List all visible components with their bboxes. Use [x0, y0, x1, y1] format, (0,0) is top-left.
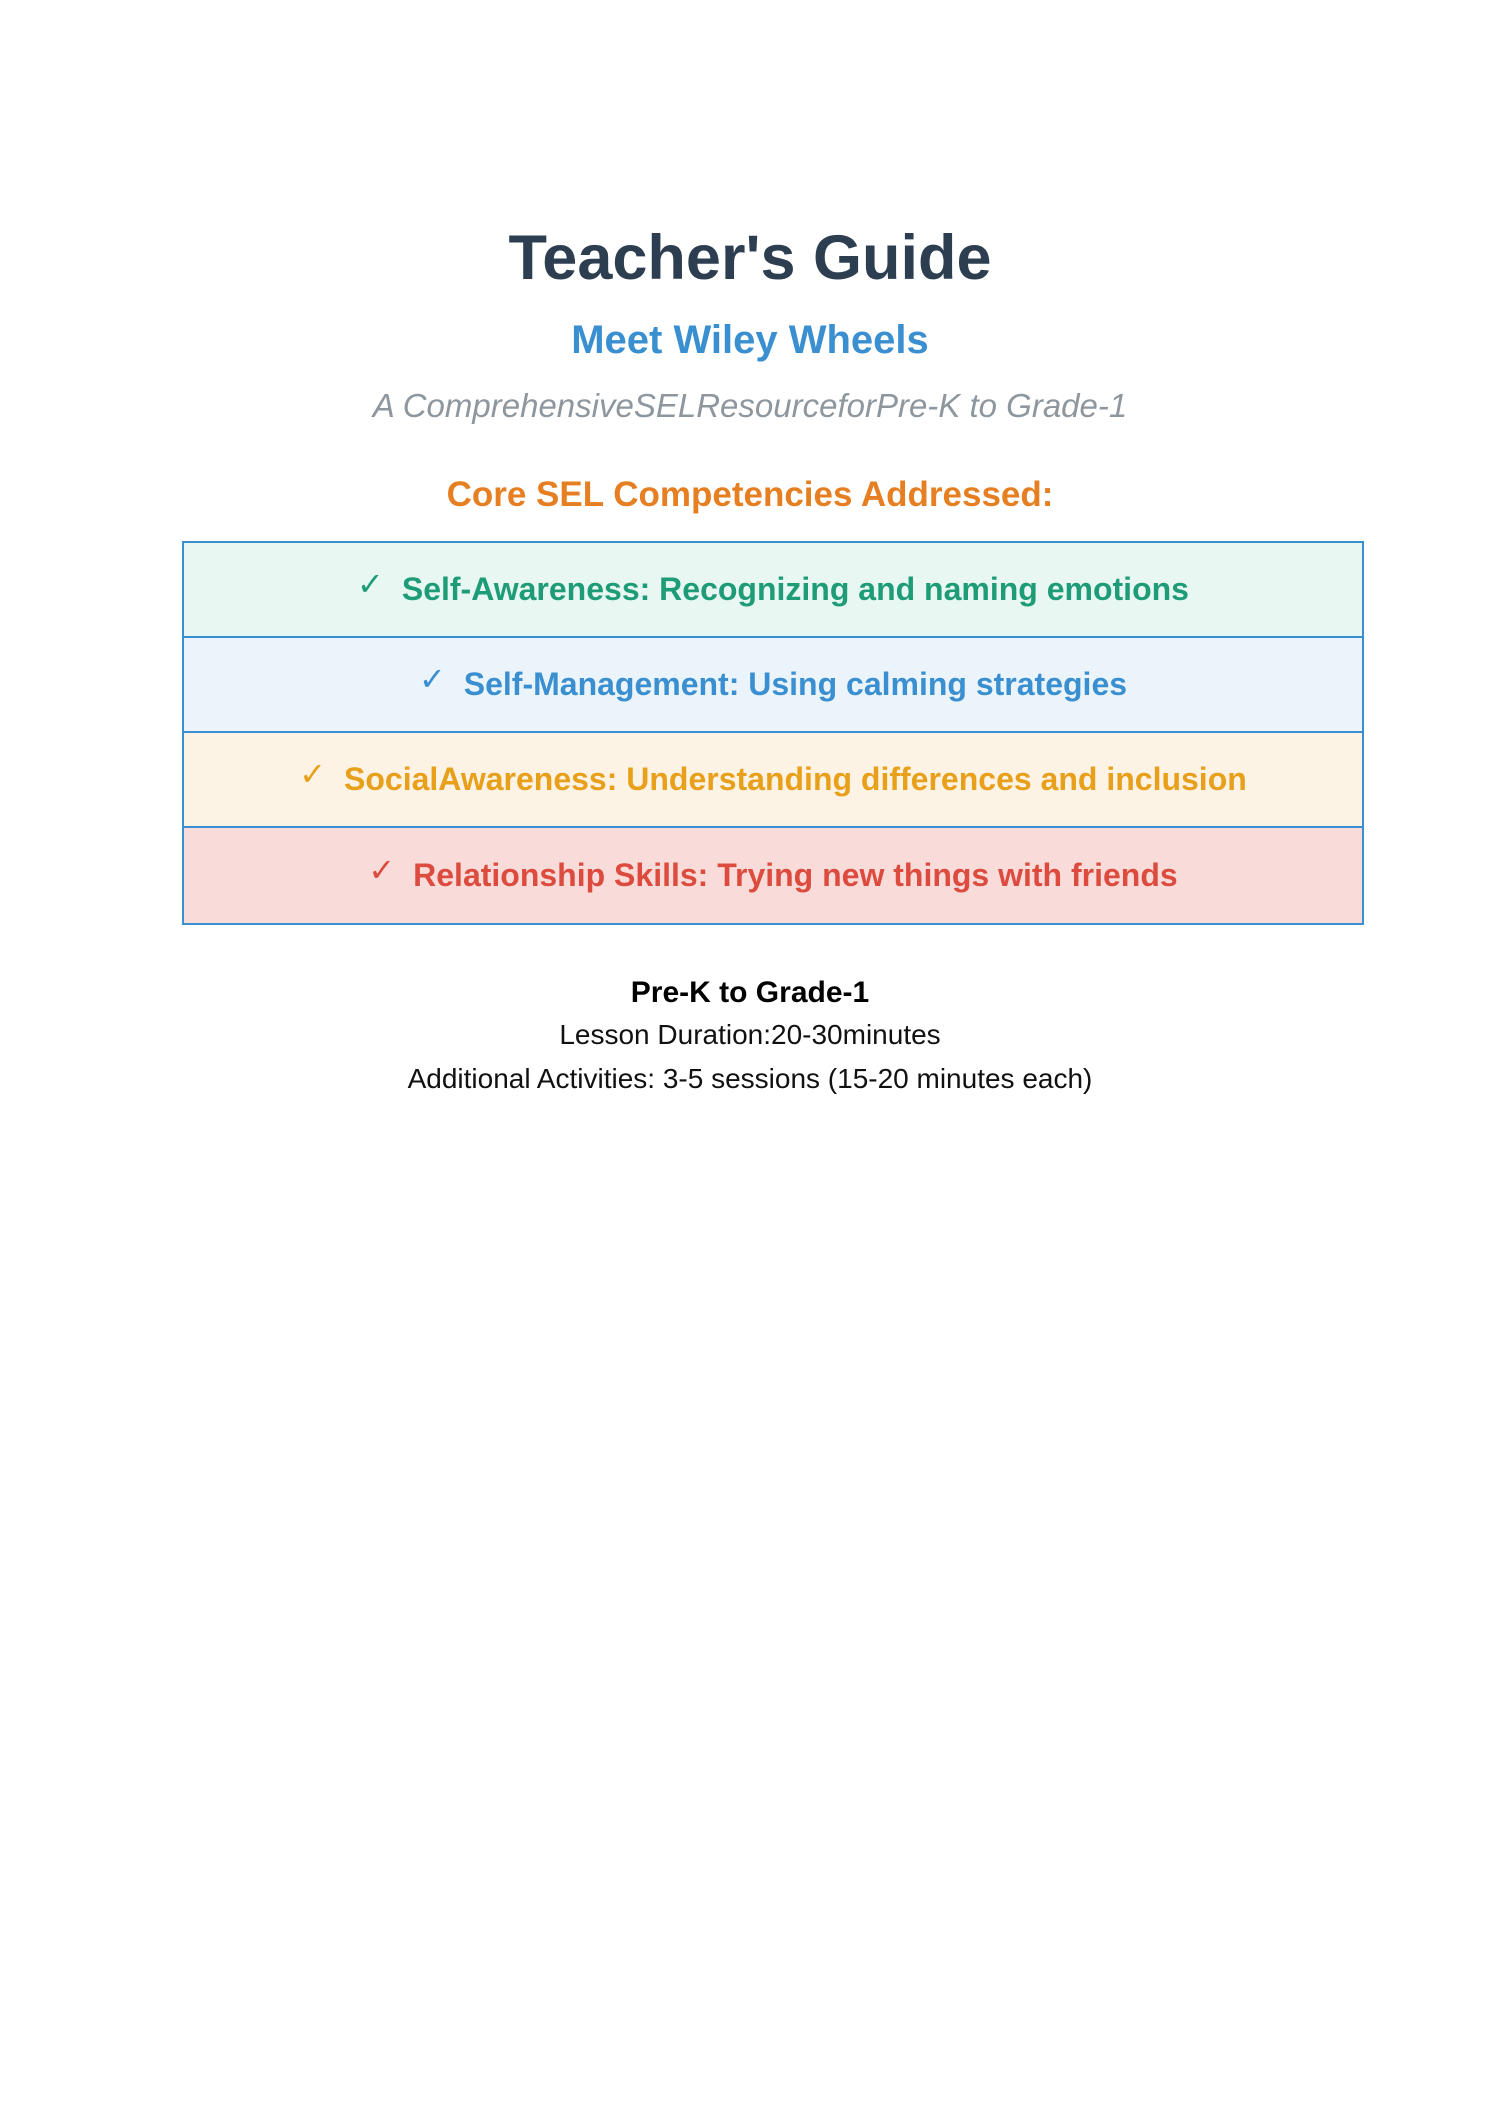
competency-label: SocialAwareness: Understanding differences and inclusion [344, 761, 1247, 797]
grade-level: Pre-K to Grade-1 [630, 976, 870, 1009]
page-title: Teacher's Guide [508, 223, 992, 293]
additional-activities: Additional Activities: 3-5 sessions (15-20 minutes each) [407, 1063, 1093, 1094]
competency-label: Relationship Skills: Trying new things with friends [413, 857, 1178, 893]
competencies-table [182, 541, 1364, 925]
checkmark-icon: ✓ [418, 659, 446, 698]
checkmark-icon: ✓ [368, 850, 396, 889]
competency-row-relationship-skills [184, 828, 1362, 923]
competencies-heading: Core SEL Competencies Addressed: [446, 475, 1054, 514]
lesson-duration: Lesson Duration:20-30minutes [559, 1019, 941, 1050]
page-subtitle: Meet Wiley Wheels [571, 318, 929, 362]
competency-row-self-awareness [184, 543, 1362, 638]
competency-row-social-awareness [184, 733, 1362, 828]
page-tagline: A ComprehensiveSELResourceforPre-K to Grade-1 [372, 387, 1128, 424]
competency-row-self-management [184, 638, 1362, 733]
checkmark-icon: ✓ [299, 754, 327, 793]
competency-label: Self-Management: Using calming strategies [463, 666, 1128, 702]
competency-label: Self-Awareness: Recognizing and naming emotions [401, 571, 1189, 607]
checkmark-icon: ✓ [357, 564, 384, 603]
